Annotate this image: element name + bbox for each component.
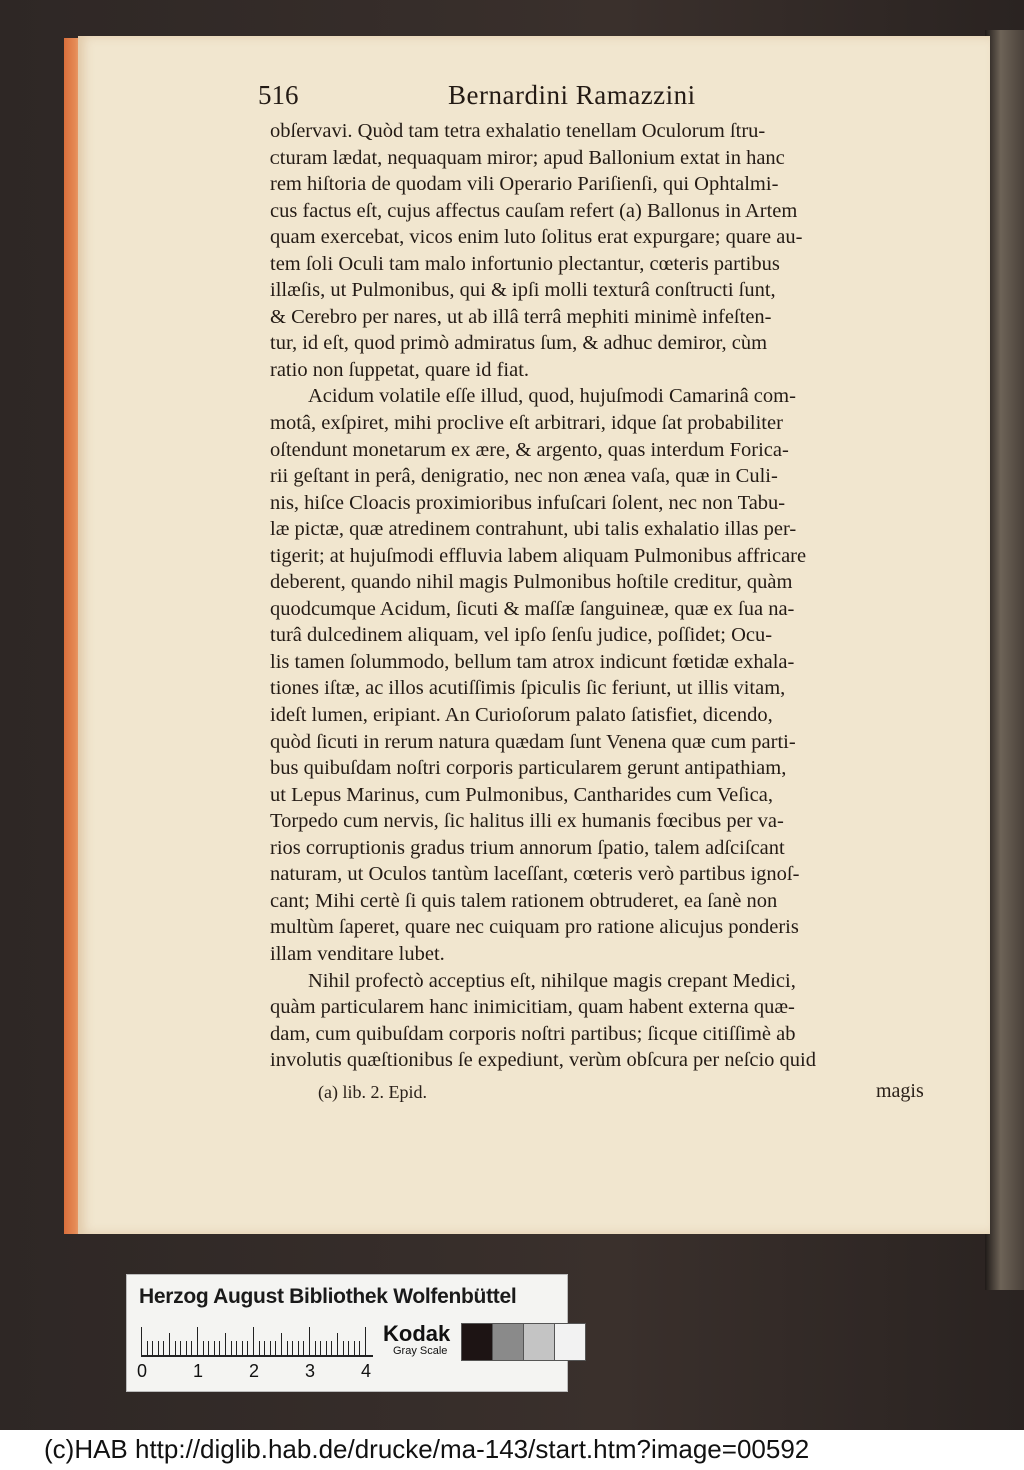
text-line: involutis quæſtionibus ſe expediunt, verùm obſcura per neſcio quid [270, 1049, 817, 1072]
ruler-tick [275, 1341, 276, 1355]
kodak-logo: Kodak [383, 1321, 451, 1346]
ruler-tick [191, 1341, 192, 1355]
ruler-number: 4 [361, 1361, 372, 1381]
text-line: tur, id eſt, quod primò admiratus ſum, & adhuc demiror, cùm [270, 332, 768, 355]
ruler-tick [343, 1341, 344, 1355]
ruler-tick [175, 1341, 176, 1355]
gray-swatch [554, 1323, 586, 1361]
ruler-number: 2 [249, 1361, 260, 1381]
text-line: tigerit; at hujuſmodi effluvia labem aliquam Pulmonibus affricare [270, 544, 807, 567]
running-title: Bernardini Ramazzini [448, 80, 696, 110]
ruler-tick [320, 1341, 321, 1355]
library-label-card [126, 1274, 568, 1392]
ruler-tick [264, 1341, 265, 1355]
ruler-tick [225, 1333, 226, 1355]
ruler-number: 0 [137, 1361, 148, 1381]
text-line: cant; Mihi certè ſi quis talem rationem obtruderet, ea ſanè non [270, 889, 778, 912]
text-line: nis, hiſce Cloacis proximioribus infuſcari ſolent, nec non Tabu- [270, 491, 786, 514]
adjacent-page-edge [985, 30, 1024, 1290]
ruler-tick [281, 1333, 282, 1355]
text-line: Torpedo cum nervis, ſic halitus illi ex humanis fœcibus per va- [270, 810, 784, 833]
ruler-tick [337, 1333, 338, 1355]
text-line: rem hiſtoria de quodam vili Operario Pariſienſi, qui Ophtalmi- [270, 173, 779, 196]
ruler-tick [247, 1341, 248, 1355]
text-line: bus quibuſdam noſtri corporis particularem gerunt antipathiam, [270, 757, 787, 780]
ruler-tick [208, 1341, 209, 1355]
gray-scale-caption: Gray Scale [393, 1345, 448, 1357]
ruler-tick [365, 1327, 366, 1355]
ruler-numbers [137, 1361, 387, 1383]
measurement-ruler [141, 1325, 373, 1357]
text-line: tiones iſtæ, ac illos acutiſſimis ſpiculis ſic feriunt, ut illis vitam, [270, 677, 786, 700]
running-head [258, 80, 938, 114]
text-line: quodcumque Acidum, ſicuti & maſſæ ſanguineæ, quæ ex ſua na- [270, 597, 795, 620]
ruler-tick [298, 1341, 299, 1355]
ruler-tick [354, 1341, 355, 1355]
text-line: quòd ſicuti in rerum natura quædam ſunt Venena quæ cum parti- [270, 730, 796, 753]
catchword: magis [876, 1080, 924, 1102]
text-line: ut Lepus Marinus, cum Pulmonibus, Cantharides cum Veſica, [270, 783, 773, 806]
ruler-tick [253, 1327, 254, 1355]
text-line: turâ dulcedinem aliquam, vel ipſo ſenſu judice, poſſidet; Ocu- [270, 624, 773, 647]
gray-swatch [523, 1323, 555, 1361]
ruler-tick [348, 1341, 349, 1355]
text-line: illæſis, ut Pulmonibus, qui & ipſi molli texturâ conſtructi ſunt, [270, 279, 776, 302]
ruler-number: 3 [305, 1361, 316, 1381]
text-line: motâ, exſpiret, mihi proclive eſt arbitrari, idque ſat probabiliter [270, 412, 783, 435]
text-line: ideſt lumen, eripiant. An Curioſorum palato ſatisfiet, dicendo, [270, 704, 773, 727]
ruler-tick [315, 1341, 316, 1355]
ruler-tick [141, 1327, 142, 1355]
text-line: rii geſtant in perâ, denigratio, nec non ænea vaſa, quæ in Culi- [270, 465, 778, 488]
ruler-tick [270, 1341, 271, 1355]
text-line: ratio non ſuppetat, quare id fiat. [270, 358, 530, 381]
text-line: quam exercebat, vicos enim luto ſolitus erat expurgare; quare au- [270, 226, 803, 249]
text-line: tem ſoli Oculi tam malo infortunio plectantur, cœteris partibus [270, 252, 780, 275]
credit-bar [0, 1430, 1024, 1470]
ruler-tick [236, 1341, 237, 1355]
ruler-tick [287, 1341, 288, 1355]
library-name: Herzog August Bibliothek Wolfenbüttel [139, 1285, 517, 1308]
ruler-tick [147, 1341, 148, 1355]
ruler-tick [303, 1341, 304, 1355]
text-line: naturam, ut Oculos tantùm laceſſant, cœteris verò partibus ignoſ- [270, 863, 800, 886]
ruler-tick [203, 1341, 204, 1355]
footnote: (a) lib. 2. Epid. [318, 1082, 427, 1102]
text-line: obſervavi. Quòd tam tetra exhalatio tenellam Oculorum ſtru- [270, 120, 766, 142]
ruler-tick [326, 1341, 327, 1355]
ruler-tick [169, 1333, 170, 1355]
ruler-tick [158, 1341, 159, 1355]
ruler-tick [186, 1341, 187, 1355]
text-line: oſtendunt monetarum ex ære, & argento, quas interdum Forica- [270, 438, 789, 461]
credit-line: (c)HAB http://diglib.hab.de/drucke/ma-143/start.htm?image=00592 [44, 1434, 810, 1464]
gray-swatch [492, 1323, 524, 1361]
text-line: dam, cum quibuſdam corporis noſtri partibus; ſicque citiſſimè ab [270, 1022, 796, 1045]
text-line: illam venditare lubet. [270, 942, 445, 965]
text-line: cus factus eſt, cujus affectus cauſam refert (a) Ballonus in Artem [270, 199, 798, 222]
text-line: Acidum volatile eſſe illud, quod, hujuſmodi Camarinâ com- [308, 385, 796, 408]
ruler-tick [292, 1341, 293, 1355]
ruler-tick [197, 1327, 198, 1355]
ruler-tick [152, 1341, 153, 1355]
ruler-tick [231, 1341, 232, 1355]
ruler-tick [242, 1341, 243, 1355]
text-line: quàm particularem hanc inimicitiam, quam habent externa quæ- [270, 996, 795, 1019]
text-line: deberent, quando nihil magis Pulmonibus hoſtile creditur, quàm [270, 571, 793, 594]
text-line: lis tamen ſolummodo, bellum tam atrox indicunt fœtidæ exhala- [270, 650, 795, 673]
text-line: læ pictæ, quæ atredinem contrahunt, ubi talis exhalatio illas per- [270, 518, 797, 541]
ruler-tick [259, 1341, 260, 1355]
ruler-tick [359, 1341, 360, 1355]
text-line: rios corruptionis gradus trium annorum ſpatio, talem adſciſcant [270, 836, 785, 859]
ruler-tick [219, 1341, 220, 1355]
gray-swatch [461, 1323, 493, 1361]
page-number: 516 [258, 80, 299, 110]
ruler-tick [163, 1341, 164, 1355]
ruler-tick [214, 1341, 215, 1355]
ruler-tick [180, 1341, 181, 1355]
text-line: multùm ſaperet, quare nec cuiquam pro ratione alicujus ponderis [270, 916, 799, 939]
body-text [270, 118, 934, 1074]
text-line: ᴄturam lædat, nequaquam miror; apud Ballonium extat in hanc [270, 146, 785, 169]
text-line: & Cerebro per nares, ut ab illâ terrâ mephiti minimè infeſten- [270, 305, 772, 328]
ruler-number: 1 [193, 1361, 204, 1381]
ruler-tick [309, 1327, 310, 1355]
ruler-tick [331, 1341, 332, 1355]
text-line: Nihil profectò acceptius eſt, nihilque magis crepant Medici, [308, 969, 796, 992]
